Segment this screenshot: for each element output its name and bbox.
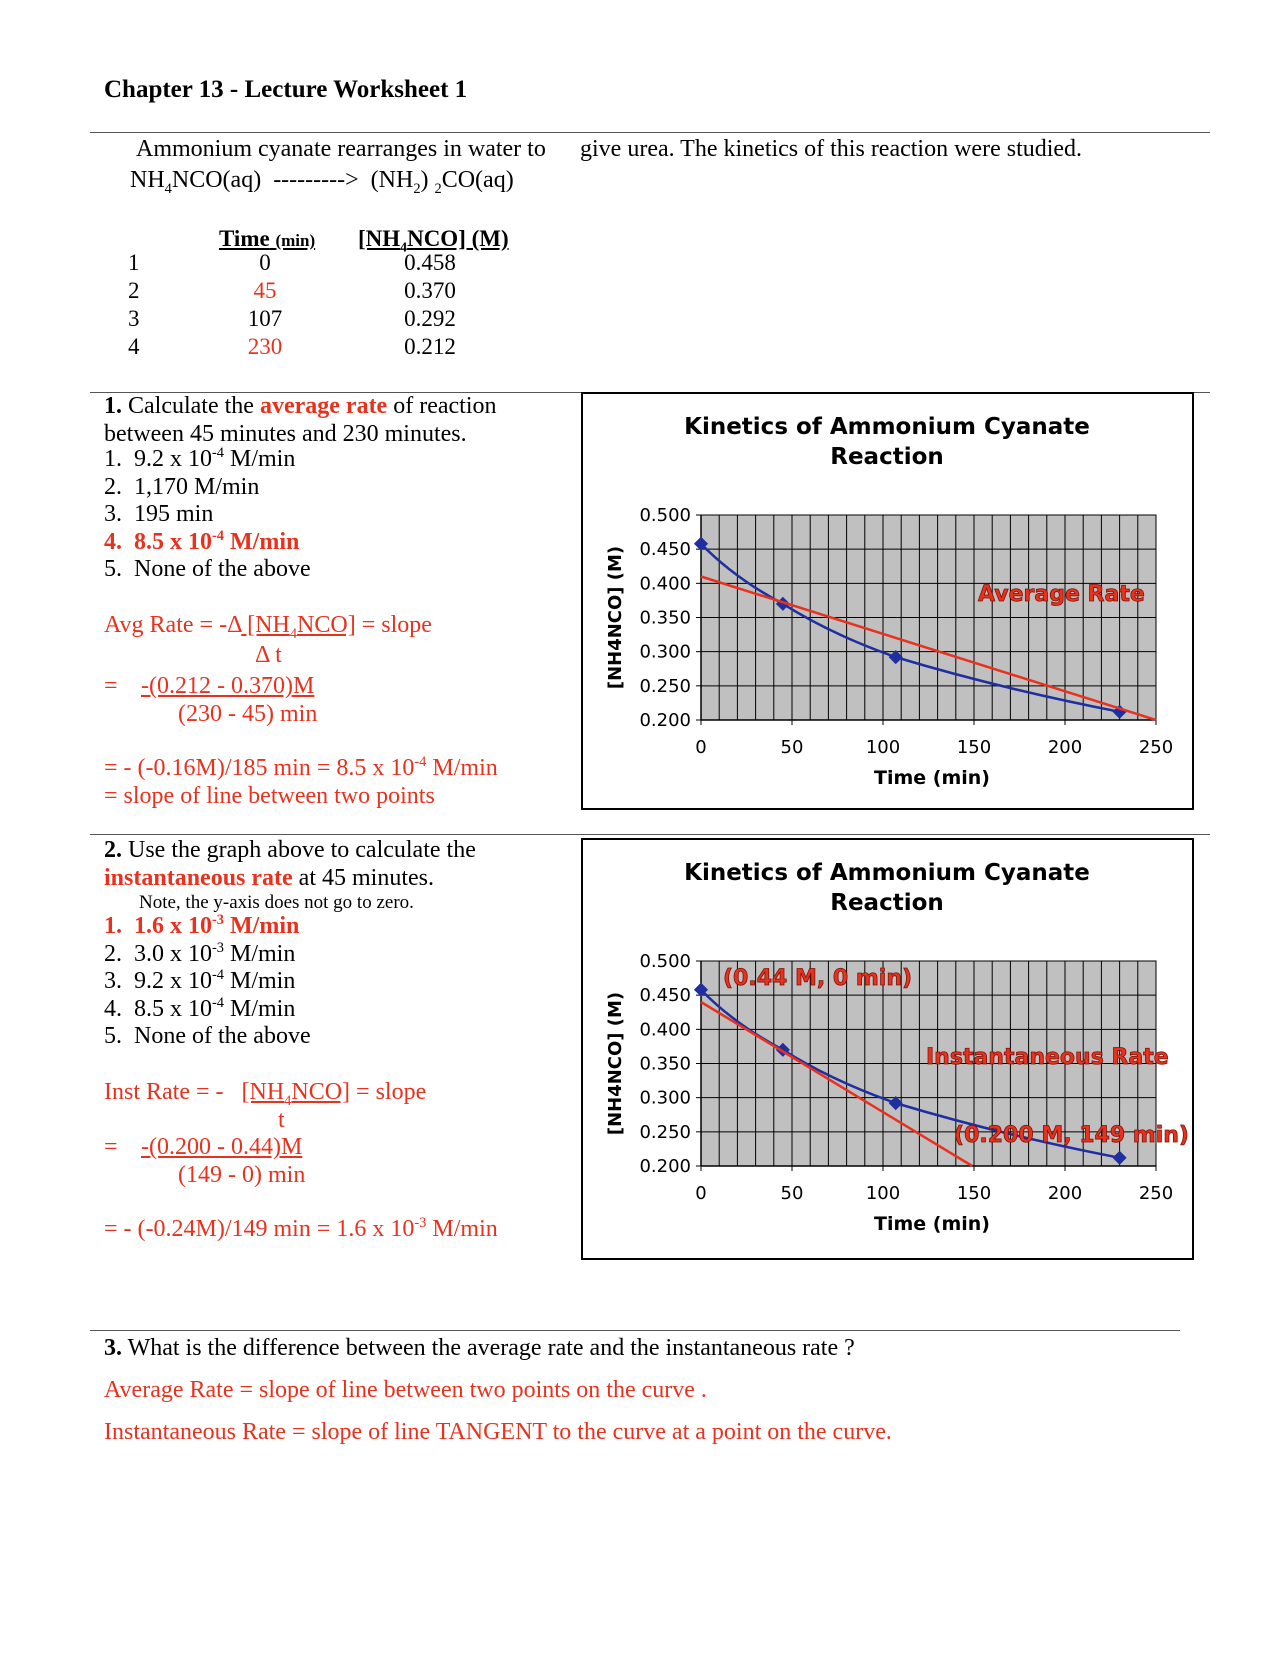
q3-question: 3. What is the difference between the average rate and the instantaneous rate ? [104,1335,855,1361]
chart-title: Reaction [830,444,944,470]
table-header-conc: $[NH_4NCO]$ (M) [358,226,509,255]
y-tick-label: 0.400 [639,1019,691,1041]
chart-title: Kinetics of Ammonium Cyanate [684,860,1090,886]
divider-q2 [90,834,1210,835]
table-cell: 0 [259,250,271,275]
q3-answer-instantaneous: Instantaneous Rate = slope of line TANGENT to the curve at a point on the curve. [104,1419,892,1445]
q1-work-line2: Δ t [255,642,282,668]
table-cell: 0.458 [404,250,456,275]
intro-text-b: give urea. The kinetics of this reaction were studied. [580,136,1083,162]
y-tick-label: 0.300 [639,641,691,663]
table-cell: 45 [253,278,277,303]
intro-text-a: Ammonium cyanate rearranges in water to [136,136,546,162]
y-tick-label: 0.200 [639,710,691,731]
option-item: 2. 1,170 M/min [104,473,260,500]
divider-top [90,132,1210,133]
y-axis-label: [NH4NCO] (M) [605,991,626,1136]
q2-work-line5: = - (-0.24M)/149 min = 1.6 x $10^{-3}$ M/min [104,1215,498,1242]
y-tick-label: 0.300 [639,1087,691,1109]
option-item: 3. 9.2 x $10^{-4}$ M/min [104,967,296,994]
y-tick-label: 0.450 [639,539,691,561]
x-tick-label: 0 [695,737,707,758]
x-tick-label: 200 [1047,1183,1083,1204]
q1-work-line1: Avg Rate = -Δ $[NH_4NCO]$ = slope [104,612,432,642]
y-tick-label: 0.250 [639,1121,691,1143]
q2-work-line1: Inst Rate = - $[NH_4NCO]$ = slope [104,1079,427,1109]
option-item: 5. None of the above [104,556,311,582]
y-axis-label: [NH4NCO] (M) [605,545,626,690]
x-tick-label: 50 [780,1183,804,1204]
y-tick-label: 0.250 [639,675,691,697]
x-tick-label: 50 [780,737,804,758]
option-item: 2. 3.0 x $10^{-3}$ M/min [104,939,296,967]
q2-question: 2. Use the graph above to calculate the instantaneous rate at 45 minutes. [104,837,476,891]
table-cell: 1 [128,250,140,275]
x-tick-label: 250 [1138,737,1174,758]
q2-work-line2: t [278,1107,285,1133]
table-cell: 107 [247,306,283,331]
table-cell: 2 [128,278,140,303]
q1-question: 1. Calculate the average rate of reaction between 45 minutes and 230 minutes. [104,393,497,447]
x-axis-label: Time (min) [874,767,990,789]
y-tick-label: 0.500 [639,505,691,526]
chart-title: Kinetics of Ammonium Cyanate [684,414,1090,440]
chart-average-rate [581,392,1194,810]
x-tick-label: 250 [1138,1183,1174,1204]
option-item: 1. 1.6 x $10^{-3}$ M/min [104,912,300,939]
option-item: 5. None of the above [104,1023,311,1049]
table-header-time: Time (min) [219,226,316,251]
q1-work-line4: (230 - 45) min [178,701,318,727]
y-tick-label: 0.350 [639,607,691,629]
chart-annotation: Instantaneous Rate [926,1045,1169,1070]
chart-annotation: (0.44 M, 0 min) [723,966,913,991]
q1-work-eq: = [104,673,118,699]
table-cell: 0.370 [404,278,456,303]
y-tick-label: 0.200 [639,1156,691,1177]
y-tick-label: 0.400 [639,573,691,595]
q2-work-eq: = [104,1134,118,1160]
x-tick-label: 150 [956,737,992,758]
chart-instantaneous-rate [581,838,1194,1260]
q1-work-line5: = - (-0.16M)/185 min = 8.5 x $10^{-4}$ M/min [104,754,498,781]
y-tick-label: 0.350 [639,1053,691,1075]
page-title: Chapter 13 - Lecture Worksheet 1 [104,76,468,103]
x-tick-label: 100 [865,1183,901,1204]
option-item: 4. 8.5 x $10^{-4}$ M/min [104,994,296,1022]
table-cell: 230 [247,334,283,359]
q2-note: Note, the y-axis does not go to zero. [139,892,414,913]
q2-work-line4: (149 - 0) min [178,1162,306,1188]
chart-title: Reaction [830,890,944,916]
reaction-equation: $NH_4NCO(aq)$ ---------> $(NH_2)$ $_2$CO(aq) [130,167,514,197]
option-item: 1. 9.2 x $10^{-4}$ M/min [104,445,296,472]
chart-annotation: Average Rate [978,582,1145,607]
option-item: 3. 195 min [104,501,214,527]
table-cell: 4 [128,334,140,359]
q3-answer-average: Average Rate = slope of line between two points on the curve . [104,1377,707,1403]
option-item: 4. 8.5 x $10^{-4}$ M/min [104,527,300,555]
q2-work-line3: -(0.200 - 0.44)M [141,1134,303,1160]
y-tick-label: 0.500 [639,951,691,972]
x-tick-label: 150 [956,1183,992,1204]
x-axis-label: Time (min) [874,1213,990,1235]
y-tick-label: 0.450 [639,985,691,1007]
table-cell: 0.212 [404,334,456,359]
x-tick-label: 200 [1047,737,1083,758]
x-tick-label: 100 [865,737,901,758]
q1-work-line6: = slope of line between two points [104,783,435,809]
table-cell: 0.292 [404,306,456,331]
divider-q3 [90,1330,1180,1331]
q1-work-line3: -(0.212 - 0.370)M [141,673,315,699]
chart-annotation: (0.200 M, 149 min) [954,1123,1189,1148]
table-cell: 3 [128,306,140,331]
x-tick-label: 0 [695,1183,707,1204]
